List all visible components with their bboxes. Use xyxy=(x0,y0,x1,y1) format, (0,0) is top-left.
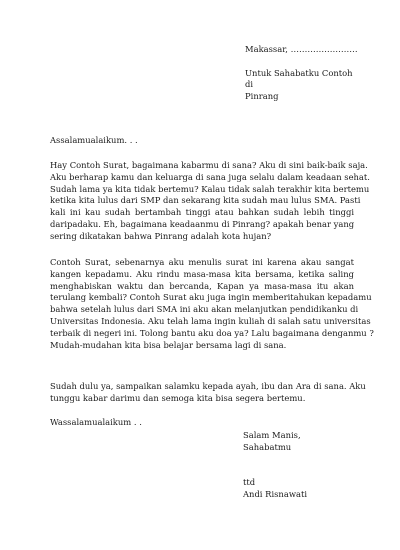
paragraph-line: menghabiskan waktu dan bercanda, Kapan ya masa-masa itu akan xyxy=(50,280,354,291)
paragraph-line: Universitas Indonesia. Aku telah lama ingin kuliah di salah satu universitas xyxy=(50,315,371,326)
greeting: Assalamualaikum. . . xyxy=(50,135,138,145)
paragraph-1 xyxy=(50,160,370,243)
paragraph-line: Contoh Surat, sebenarnya aku menulis surat ini karena akau sangat xyxy=(50,257,354,267)
paragraph-line: terbaik di negeri ini. Tolong bantu aku doa ya? Lalu bagaimana denganmu ? xyxy=(50,327,374,338)
place-date: Makassar, …………………… xyxy=(245,44,358,54)
paragraph-line: kali ini kau sudah bertambah tinggi atau bahkan sudah lebih tinggi xyxy=(50,207,354,218)
paragraph-line: Mudah-mudahan kita bisa belajar bersama lagi di sana. xyxy=(50,339,287,350)
paragraph-line: Sudah lama ya kita tidak bertemu? Kalau tidak salah terakhir kita bertemu xyxy=(50,183,370,194)
closing-salam: Wassalamualaikum . . xyxy=(50,417,142,427)
paragraph-line: Sudah dulu ya, sampaikan salamku kepada ayah, ibu dan Ara di sana. Aku xyxy=(50,381,366,391)
signature-ttd: ttd xyxy=(243,477,256,488)
paragraph-line: terulang kembali? Contoh Surat aku juga ingin memberitahukan kepadamu xyxy=(50,292,372,303)
paragraph-line: Aku berharap kamu dan keluarga di sana juga selalu dalam keadaan sehat. xyxy=(50,171,370,182)
paragraph-3 xyxy=(50,381,366,405)
signature-relation: Sahabatmu xyxy=(243,441,292,452)
paragraph-line: Hay Contoh Surat, bagaimana kabarmu di sana? Aku di sini baik-baik saja. xyxy=(50,160,368,170)
recipient-line-2: di xyxy=(245,79,254,90)
signature-block xyxy=(243,430,393,501)
paragraph-line: bahwa setelah lulus dari SMA ini aku akan melanjutkan pendidikanku di xyxy=(50,304,359,315)
signature-name: Andi Risnawati xyxy=(243,488,308,499)
paragraph-line: sering dikatakan bahwa Pinrang adalah kota hujan? xyxy=(50,230,272,241)
paragraph-2 xyxy=(50,257,374,351)
paragraph-line: daripadaku. Eh, bagaimana keadaanmu di Pinrang? apakah benar yang xyxy=(50,218,355,229)
letter-header xyxy=(245,44,395,103)
paragraph-line: tunggu kabar darimu dan semoga kita bisa segera bertemu. xyxy=(50,392,306,403)
recipient-line-3: Pinrang xyxy=(245,91,279,102)
signature-greeting: Salam Manis, xyxy=(243,430,301,440)
recipient-line-1: Untuk Sahabatku Contoh xyxy=(245,67,353,78)
paragraph-line: ketika kita lulus dari SMP dan sekarang kita sudah mau lulus SMA. Pasti xyxy=(50,195,361,206)
paragraph-line: kangen kepadamu. Aku rindu masa-masa kita bersama, ketika saling xyxy=(50,268,354,279)
